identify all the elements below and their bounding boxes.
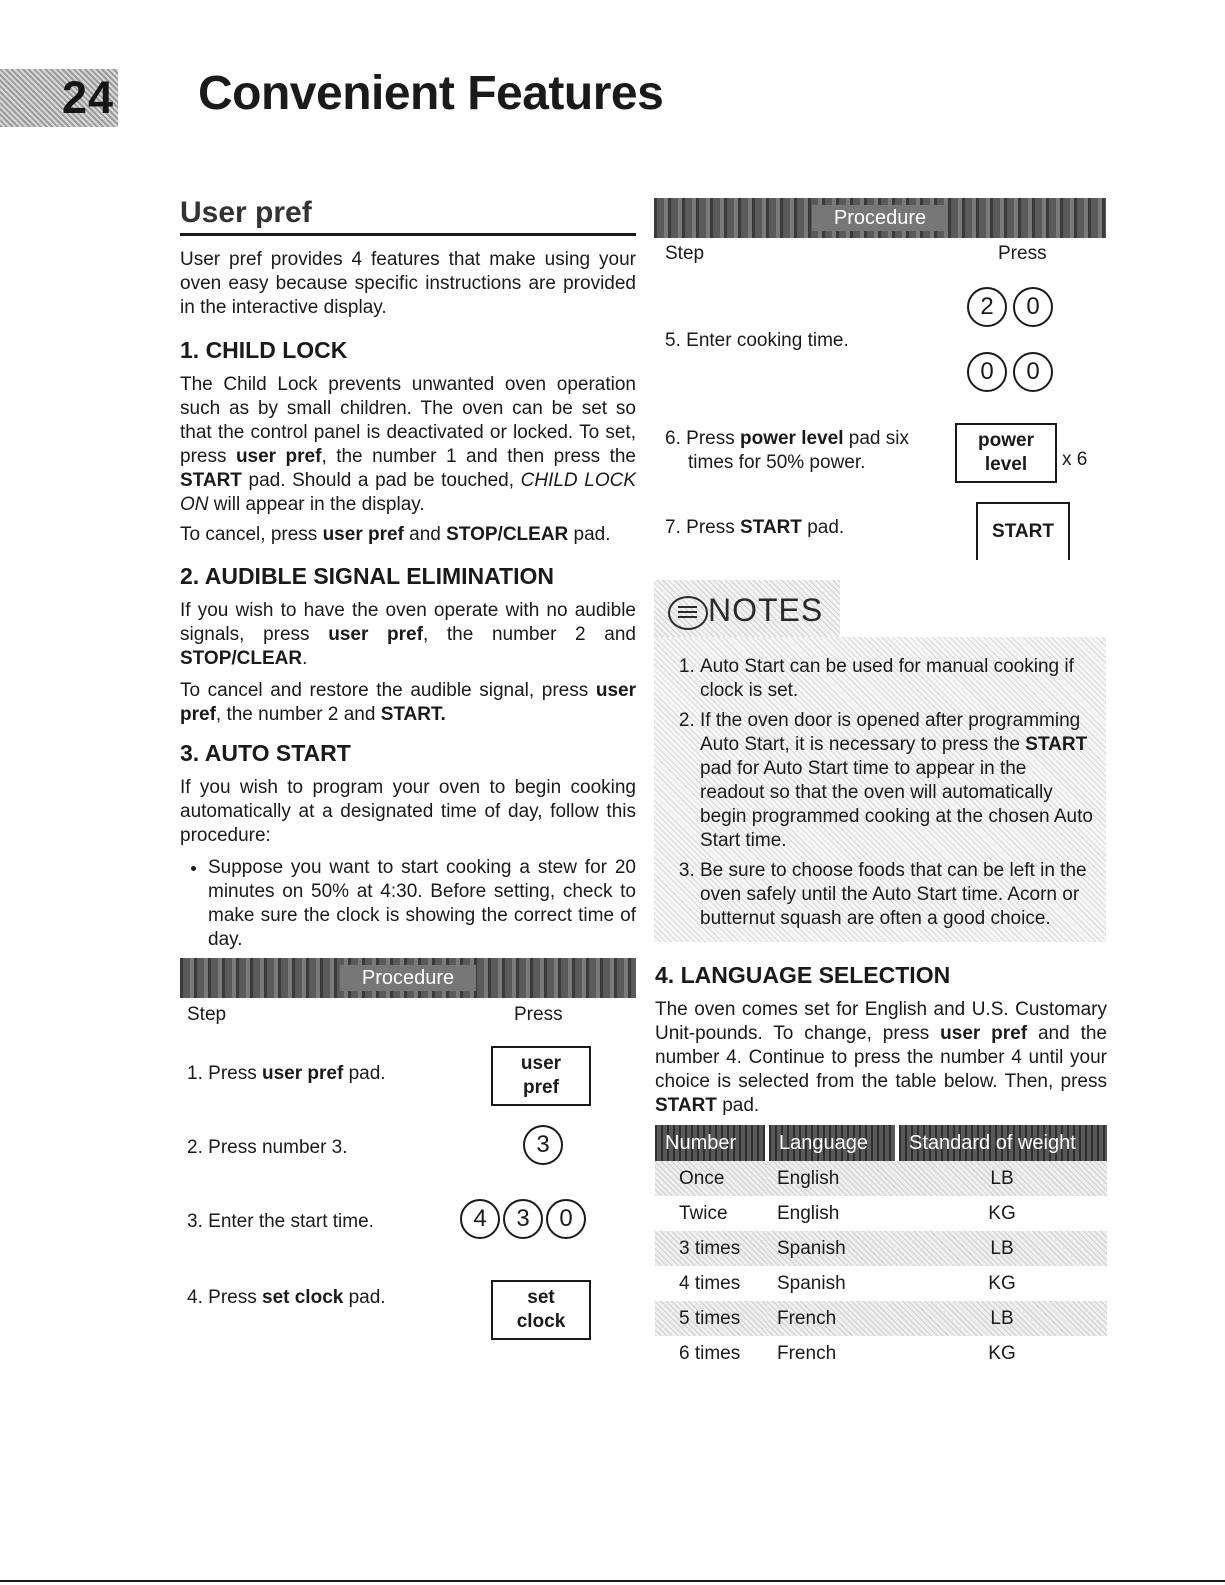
step-2: 2. Press number 3. <box>187 1137 348 1158</box>
step-4: 4. Press set clock pad. <box>187 1287 386 1308</box>
auto-start-para: If you wish to program your oven to begin cooking automatically at a designated time of day, follow this procedure: <box>180 777 636 846</box>
notes-list <box>678 655 1096 931</box>
language-para: The oven comes set for English and U.S. Customary Unit-pounds. To change, press user pref and the number 4. Continue to press the number 4 until your choice is selected from the table below. Then, press START pad. <box>655 999 1107 1116</box>
intro <box>180 248 636 320</box>
cell-number: 5 times <box>655 1301 767 1336</box>
header-language: Language <box>767 1125 897 1161</box>
bottom-rule <box>0 1580 1225 1582</box>
audible-heading: 2. AUDIBLE SIGNAL ELIMINATION <box>180 563 554 589</box>
procedure-header-right: Procedure <box>654 198 1106 238</box>
cell-number: 4 times <box>679 1272 741 1294</box>
number-4-key[interactable]: 4 <box>460 1199 500 1239</box>
cell-number: Once <box>655 1161 767 1196</box>
child-lock-para: The Child Lock prevents unwanted oven operation such as by small children. The oven can be set so that the control panel is deactivated or locked. To set, press user pref, the number 1 and then press the START pad. Should a pad be touched, CHILD LOCK ON will appear in the display. <box>180 374 637 515</box>
power-level-pad[interactable]: power level <box>955 423 1057 483</box>
number-0-key[interactable]: 0 <box>967 352 1007 392</box>
times-six-label: x 6 <box>1062 449 1088 470</box>
number-0-key[interactable]: 0 <box>1013 287 1053 327</box>
audible-body <box>180 599 636 727</box>
note-1: 1. Auto Start can be used for manual cooking if clock is set. <box>700 655 1096 703</box>
cell-number: 3 times <box>655 1231 767 1266</box>
section-title: User pref <box>180 196 636 236</box>
page-number: 24 <box>0 69 118 127</box>
note-2: 2. If the oven door is opened after programming Auto Start, it is necessary to press the START pad for Auto Start time to appear in the readout so that the oven will automatically begin programmed cooking at the chosen Auto Start time. <box>700 709 1096 853</box>
number-0-key[interactable]: 0 <box>1013 352 1053 392</box>
child-lock-body <box>180 373 636 547</box>
auto-start-heading: 3. AUTO START <box>180 740 351 766</box>
step-column-label: Step <box>665 243 705 264</box>
step-6: 6. Press power level pad six times for 50% power. <box>665 428 909 473</box>
cell-number: Twice <box>679 1202 728 1224</box>
language-heading: 4. LANGUAGE SELECTION <box>655 962 951 988</box>
cell-language: Spanish <box>767 1231 897 1266</box>
cell-language: English <box>777 1202 840 1224</box>
note-3: 3. Be sure to choose foods that can be left in the oven safely until the Auto Start time. Acorn or butternut squash are often a good choice. <box>700 859 1096 931</box>
cell-weight: LB <box>897 1161 1107 1196</box>
table-row <box>655 1336 1107 1371</box>
cell-weight: LB <box>897 1301 1107 1336</box>
notes-list-container <box>678 655 1096 933</box>
step-3: 3. Enter the start time. <box>187 1211 374 1232</box>
notes-icon <box>668 596 708 630</box>
user-pref-pad[interactable]: user pref <box>491 1046 591 1106</box>
table-row <box>655 1196 1107 1231</box>
step-7: 7. Press START pad. <box>665 517 845 538</box>
language-table <box>655 1125 1107 1371</box>
cell-language: Spanish <box>777 1272 846 1294</box>
auto-start-bullet-list <box>180 856 636 952</box>
start-pad[interactable]: START <box>976 502 1070 560</box>
table-row <box>655 1301 1107 1336</box>
header-weight: Standard of weight <box>897 1125 1107 1161</box>
table-row <box>655 1266 1107 1301</box>
cell-language: French <box>777 1342 837 1364</box>
language-table-container <box>655 1125 1107 1371</box>
table-row <box>655 1161 1107 1196</box>
number-2-key[interactable]: 2 <box>967 287 1007 327</box>
audible-para: If you wish to have the oven operate with no audible signals, press user pref, the number 2 and STOP/CLEAR. <box>180 600 636 669</box>
cell-number: 6 times <box>679 1342 741 1364</box>
intro-text: User pref provides 4 features that make using your oven easy because specific instructions are provided in the interactive display. <box>180 249 636 318</box>
press-column-label: Press <box>998 243 1047 264</box>
auto-start-bullet: • Suppose you want to start cooking a stew for 20 minutes on 50% at 4:30. Before setting, check to make sure the clock is showing the correct time of day. <box>208 856 636 952</box>
audible-cancel: To cancel and restore the audible signal, press user pref, the number 2 and START. <box>180 680 636 725</box>
cell-weight: KG <box>988 1272 1016 1294</box>
table-row <box>655 1231 1107 1266</box>
step-1: 1. Press user pref pad. <box>187 1063 386 1084</box>
auto-start-body <box>180 776 636 952</box>
cell-weight: KG <box>988 1342 1016 1364</box>
press-column-label: Press <box>514 1004 563 1025</box>
child-lock-cancel: To cancel, press user pref and STOP/CLEAR pad. <box>180 524 611 545</box>
step-5: 5. Enter cooking time. <box>665 330 849 351</box>
child-lock-heading: 1. CHILD LOCK <box>180 337 348 363</box>
number-3-key[interactable]: 3 <box>523 1125 563 1165</box>
cell-weight: LB <box>897 1231 1107 1266</box>
number-0-key[interactable]: 0 <box>546 1199 586 1239</box>
procedure-header-left: Procedure <box>180 958 636 998</box>
table-header-row <box>655 1125 1107 1161</box>
notes-title: NOTES <box>708 592 824 628</box>
cell-language: English <box>767 1161 897 1196</box>
step-column-label: Step <box>187 1004 227 1025</box>
header-number: Number <box>655 1125 767 1161</box>
language-body <box>655 998 1107 1118</box>
number-3-key[interactable]: 3 <box>503 1199 543 1239</box>
cell-language: French <box>767 1301 897 1336</box>
page-title: Convenient Features <box>198 67 664 120</box>
set-clock-pad[interactable]: set clock <box>491 1280 591 1340</box>
cell-weight: KG <box>988 1202 1016 1224</box>
